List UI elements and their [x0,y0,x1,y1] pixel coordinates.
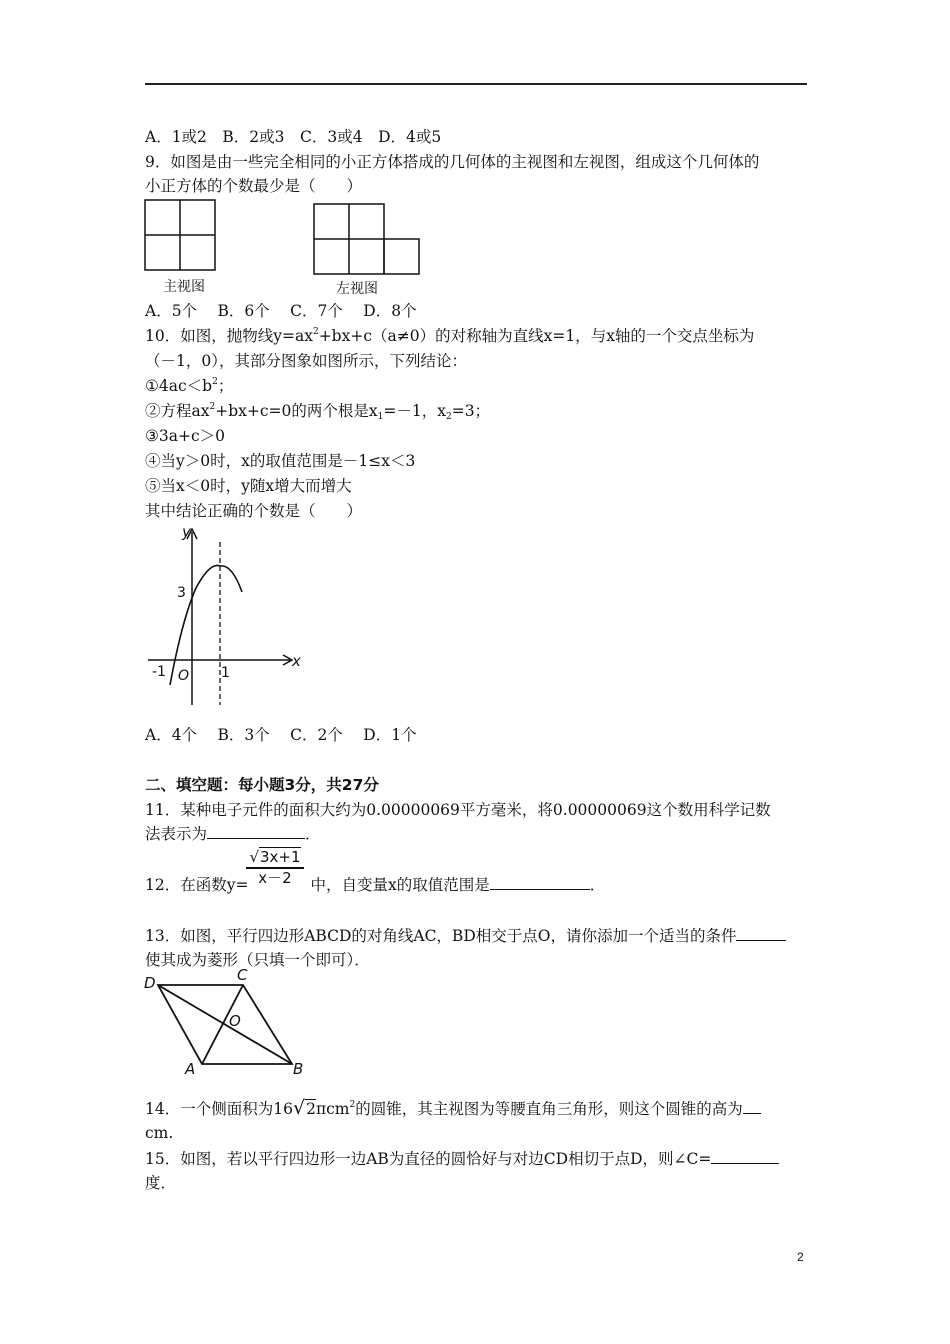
y-axis-label: y [182,523,191,541]
tick-label-1: 1 [221,665,230,681]
q13-parallelogram-figure [140,968,315,1080]
q13-line2: 使其成为菱形（只填一个即可）． [145,951,370,969]
left-view [314,204,419,274]
q15-answer-blank[interactable] [711,1149,779,1164]
q15-line2: 度． [145,1174,177,1192]
vertex-label-d: D [144,974,156,992]
q11-line2: 法表示为 ． [145,825,321,843]
q9-line2: 小正方体的个数最少是（ ） [145,177,363,195]
header-rule [145,83,807,85]
q15-line1: 15．如图，若以平行四边形一边AB为直径的圆恰好与对边CD相切于点D，则∠C= [145,1149,779,1169]
q10-line1: 10．如图，抛物线$y=ax^2+bx+c(a\ne 0)$的对称轴为直线x=1，与x轴的一个交点坐标为 [145,327,755,345]
vertex-label-c: C [237,968,248,984]
q14-answer-blank[interactable] [743,1099,761,1114]
q9-views-figure [140,196,430,298]
q12-answer-blank[interactable] [490,875,590,890]
q14-line2: cm. [145,1124,174,1142]
vertex-label-b: B [293,1060,304,1078]
q14-line1: 14．一个侧面积为16√2πcm$^2$的圆锥，其主视图为等腰直角三角形，则这个圆锥的高为 [145,1098,761,1119]
q12-denominator: x－2 [258,869,292,887]
q11-line1: 11．某种电子元件的面积大约为0.00000069平方毫米，将0.00000069这个数用科学记数 [145,801,771,819]
page-number: 2 [797,1250,804,1264]
q9-options: A．5个 B．6个 C．7个 D．8个 [145,302,417,320]
front-view [145,200,215,270]
q11-answer-blank[interactable] [207,824,305,839]
tick-label-neg1: -1 [152,664,166,680]
q10-ask: 其中结论正确的个数是（ ） [145,502,363,520]
q12-numerator: √3x+1 [246,848,304,869]
q10-parabola-graph [140,520,310,710]
q13-answer-blank[interactable] [736,926,786,941]
vertex-label-a: A [185,1060,196,1078]
center-label-o: O [229,1012,241,1030]
diagonal-bd [158,985,292,1064]
q10-line2: （－1，0），其部分图象如图所示，下列结论： [145,352,467,370]
origin-label: O [178,668,190,684]
front-view-label: 主视图 [163,279,205,295]
q13-line1: 13．如图，平行四边形ABCD的对角线AC，BD相交于点O，请你添加一个适当的条件 [145,926,786,946]
tick-label-3: 3 [177,585,186,601]
q10-conclusion-3: ③3a+c＞0 [145,427,226,445]
left-view-label: 左视图 [336,281,378,297]
q10-conclusion-1: $①4ac<b^2$； [145,377,234,395]
q12-line: 12．在函数y= 中，自变量x的取值范围是 ． [145,876,606,894]
q10-conclusion-4: ④当y＞0时，x的取值范围是－1≤x＜3 [145,452,416,470]
q10-conclusion-5: ⑤当x＜0时，y随x增大而增大 [145,477,352,495]
section2-title: 二、填空题：每小题3分，共27分 [145,776,379,794]
q10-conclusion-2: ②方程$ax^2+bx+c=0$的两个根是$x_1=-1$，$x_2=3$； [145,402,491,422]
q10-options: A．4个 B．3个 C．2个 D．1个 [145,726,417,744]
q9-line1: 9．如图是由一些完全相同的小正方体搭成的几何体的主视图和左视图，组成这个几何体的 [145,153,760,171]
q8-options: A．1或2 B．2或3 C．3或4 D．4或5 [145,128,442,146]
x-axis-label: x [292,652,301,670]
